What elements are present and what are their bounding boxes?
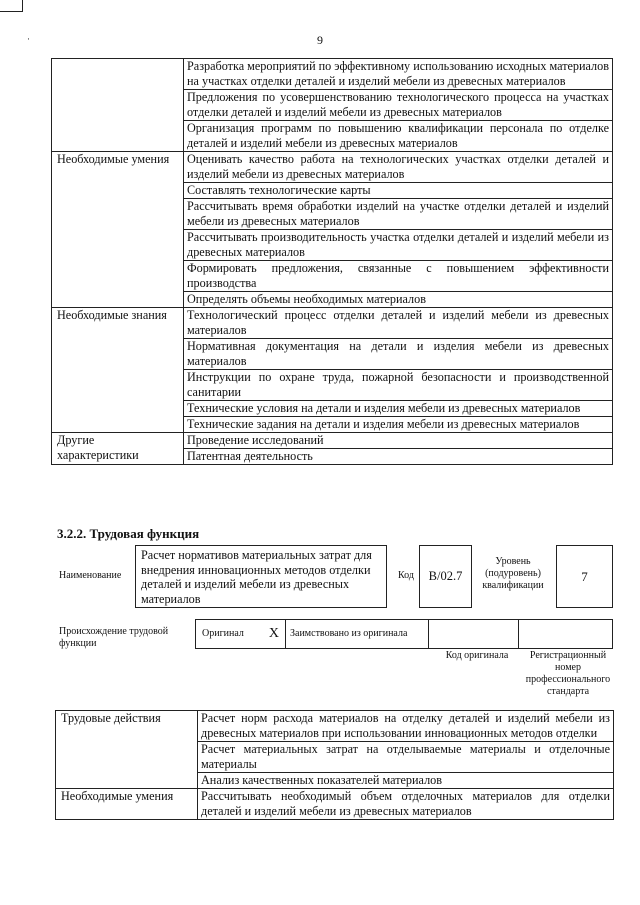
row-item: Технические условия на детали и изделия мебели из древесных материалов (184, 401, 613, 417)
table-row (56, 789, 614, 820)
original-cell (196, 620, 286, 648)
page-number: 9 (317, 33, 323, 47)
row-item: Расчет материальных затрат на отделываемые материалы и отделочные материалы (198, 742, 614, 773)
original-label: Оригинал (202, 628, 244, 639)
scan-dot: · (27, 34, 30, 44)
row-label (52, 59, 184, 152)
table-row (52, 152, 613, 183)
code-original-cell (429, 620, 519, 648)
row-item: Нормативная документация на детали и изделия мебели из древесных материалов (184, 339, 613, 370)
row-item: Рассчитывать необходимый объем отделочных материалов для отделки деталей и изделий мебели из древесных материалов (198, 789, 614, 820)
row-item: Технологический процесс отделки деталей и изделий мебели из древесных материалов (184, 308, 613, 339)
row-item: Определять объемы необходимых материалов (184, 292, 613, 308)
row-item: Формировать предложения, связанные с повышением эффективности производства (184, 261, 613, 292)
row-label: Необходимые умения (56, 789, 198, 820)
row-item: Разработка мероприятий по эффективному использованию исходных материалов на участках отделки деталей и изделий мебели из древесных материалов (184, 59, 613, 90)
reg-number-cell (519, 620, 612, 648)
table-row (52, 433, 613, 449)
row-item: Инструкции по охране труда, пожарной безопасности и производственной санитарии (184, 370, 613, 401)
row-item: Проведение исследований (184, 433, 613, 449)
origin-row (195, 619, 613, 649)
row-item: Рассчитывать время обработки изделий на участке отделки деталей и изделий мебели из древесных материалов (184, 199, 613, 230)
section-title: 3.2.2. Трудовая функция (57, 526, 200, 541)
row-item: Составлять технологические карты (184, 183, 613, 199)
table-row (52, 59, 613, 90)
row-label: Другие характеристики (52, 433, 184, 465)
table-row (56, 711, 614, 742)
row-item: Предложения по усовершенствованию технологического процесса на участках отделки деталей и изделий мебели из древесных материалов (184, 90, 613, 121)
level-box: 7 (556, 545, 613, 608)
row-label: Трудовые действия (56, 711, 198, 789)
row-item: Рассчитывать производительность участка отделки деталей и изделий мебели из древесных материалов (184, 230, 613, 261)
original-mark: X (268, 626, 280, 641)
code-label: Код (398, 570, 414, 581)
name-label: Наименование (59, 570, 122, 581)
competency-table (51, 58, 613, 465)
function-name-box: Расчет нормативов материальных затрат для внедрения инновационных методов отделки деталей и изделий мебели из древесных материалов (135, 545, 387, 608)
row-item: Технические задания на детали и изделия мебели из древесных материалов (184, 417, 613, 433)
table-row (52, 308, 613, 339)
row-item: Анализ качественных показателей материалов (198, 773, 614, 789)
reg-number-label: Регистрационный номер профессионального стандарта (525, 650, 611, 697)
row-item: Патентная деятельность (184, 449, 613, 465)
scan-corner-mark (0, 0, 23, 12)
labor-actions-table (55, 710, 614, 820)
level-label: Уровень (подуровень) квалификации (482, 556, 544, 591)
row-item: Расчет норм расхода материалов на отделку деталей и изделий мебели из древесных материалов при использовании инновационных методов отделки (198, 711, 614, 742)
row-label: Необходимые знания (52, 308, 184, 433)
code-original-label: Код оригинала (445, 650, 509, 661)
row-item: Организация программ по повышению квалификации персонала по отделке деталей и изделий мебели из древесных материалов (184, 121, 613, 152)
code-box: B/02.7 (419, 545, 472, 608)
row-item: Оценивать качество работа на технологических участках отделки деталей и изделий мебели из древесных материалов (184, 152, 613, 183)
row-label: Необходимые умения (52, 152, 184, 308)
origin-label: Происхождение трудовой функции (59, 626, 169, 649)
borrowed-cell: Заимствовано из оригинала (286, 620, 429, 648)
